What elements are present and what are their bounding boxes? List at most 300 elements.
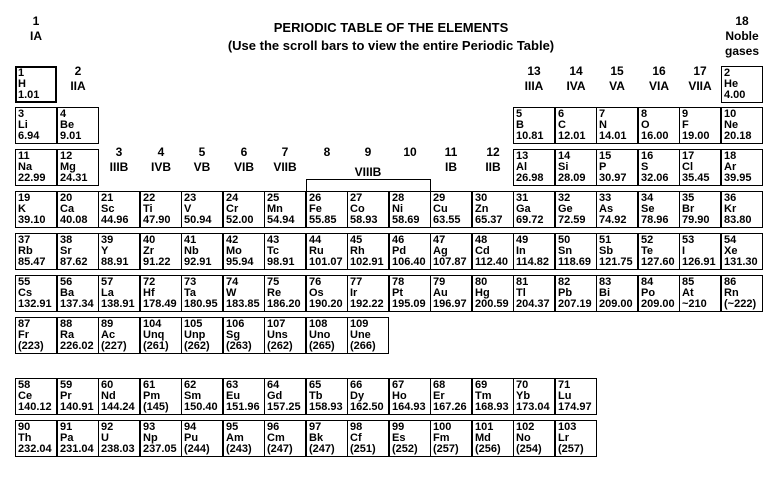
element-symbol: Ag: [433, 245, 448, 257]
element-symbol: Al: [516, 161, 527, 173]
element-symbol: Zn: [475, 203, 489, 215]
element-lu: [555, 378, 597, 415]
atomic-number: 98: [350, 421, 363, 433]
element-rb: [15, 233, 57, 270]
element-symbol: Zr: [143, 245, 154, 257]
element-symbol: Ar: [724, 161, 737, 173]
element-cm: [264, 420, 306, 457]
element-ru: [306, 233, 348, 270]
element-symbol: Y: [101, 245, 109, 257]
atomic-mass: (263): [226, 340, 252, 352]
atomic-number: 40: [143, 234, 156, 246]
element-symbol: Ra: [60, 329, 75, 341]
element-symbol: Pu: [184, 432, 199, 444]
group-label-16: [638, 64, 680, 94]
element-symbol: Ba: [60, 287, 75, 299]
atomic-number: 9: [682, 108, 689, 120]
atomic-mass: 190.20: [309, 298, 343, 310]
atomic-mass: 1.01: [18, 89, 40, 101]
atomic-mass: 126.91: [682, 256, 716, 268]
atomic-number: 16: [641, 150, 654, 162]
element-symbol: Unq: [143, 329, 165, 341]
atomic-mass: 150.40: [184, 401, 218, 413]
atomic-mass: 69.72: [516, 214, 544, 226]
atomic-number: 74: [226, 276, 239, 288]
element-symbol: I: [682, 245, 686, 257]
group-roman: VIIIB: [354, 165, 382, 179]
element-symbol: Se: [641, 203, 655, 215]
atomic-number: 88: [60, 318, 73, 330]
group-roman: IB: [445, 160, 457, 174]
group-label-9: [347, 145, 389, 180]
atomic-mass: 22.99: [18, 172, 46, 184]
element-mo: [223, 233, 265, 270]
element-symbol: La: [101, 287, 114, 299]
atomic-number: 60: [101, 379, 114, 391]
atomic-number: 86: [724, 276, 737, 288]
atomic-mass: 144.24: [101, 401, 135, 413]
atomic-mass: 132.91: [18, 298, 52, 310]
atomic-mass: 107.87: [433, 256, 467, 268]
atomic-number: 83: [599, 276, 612, 288]
atomic-number: 7: [599, 108, 606, 120]
atomic-mass: 92.91: [184, 256, 212, 268]
element-symbol: Xe: [724, 245, 738, 257]
page-title: PERIODIC TABLE OF THE ELEMENTS: [273, 20, 509, 35]
element-symbol: Te: [641, 245, 654, 257]
atomic-number: 84: [641, 276, 654, 288]
group-number: 2: [74, 64, 82, 78]
element-ti: [140, 191, 182, 228]
atomic-mass: 30.97: [599, 172, 627, 184]
element-symbol: Pd: [392, 245, 407, 257]
atomic-mass: (251): [350, 443, 376, 455]
element-symbol: Tm: [475, 390, 492, 402]
atomic-number: 43: [267, 234, 280, 246]
element-sr: [57, 233, 99, 270]
atomic-mass: 39.95: [724, 172, 752, 184]
atomic-number: 23: [184, 192, 197, 204]
atomic-number: 11: [18, 150, 30, 162]
atomic-number: 47: [433, 234, 446, 246]
atomic-number: 42: [226, 234, 239, 246]
atomic-number: 41: [184, 234, 197, 246]
atomic-number: 85: [682, 276, 695, 288]
element-symbol: C: [558, 119, 566, 131]
element-symbol: Nd: [101, 390, 116, 402]
atomic-number: 95: [226, 421, 239, 433]
atomic-number: 93: [143, 421, 156, 433]
group-roman: VB: [193, 160, 211, 174]
atomic-mass: 138.91: [101, 298, 135, 310]
atomic-number: 33: [599, 192, 612, 204]
atomic-mass: 85.47: [18, 256, 46, 268]
element-nd: [98, 378, 140, 415]
element-pu: [181, 420, 223, 457]
element-mn: [264, 191, 306, 228]
atomic-number: 46: [392, 234, 405, 246]
element-symbol: Tl: [516, 287, 526, 299]
element-pm: [140, 378, 182, 415]
atomic-number: 80: [475, 276, 488, 288]
atomic-mass: (266): [350, 340, 376, 352]
atomic-mass: 88.91: [101, 256, 129, 268]
atomic-mass: 98.91: [267, 256, 295, 268]
atomic-mass: (145): [143, 401, 169, 413]
atomic-mass: 178.49: [143, 298, 177, 310]
group-roman: IIB: [485, 160, 501, 174]
group-number: 5: [198, 145, 206, 159]
atomic-mass: 28.09: [558, 172, 586, 184]
element-symbol: Be: [60, 119, 75, 131]
element-md: [472, 420, 514, 457]
atomic-number: 55: [18, 276, 31, 288]
element-hf: [140, 275, 182, 312]
element-as: [596, 191, 638, 228]
atomic-number: 19: [18, 192, 31, 204]
atomic-mass: (257): [433, 443, 459, 455]
element-symbol: Rh: [350, 245, 365, 257]
atomic-number: 94: [184, 421, 197, 433]
group-number: 18: [735, 14, 749, 28]
element-symbol: W: [226, 287, 237, 299]
atomic-number: 39: [101, 234, 114, 246]
atomic-mass: 173.04: [516, 401, 550, 413]
element-ca: [57, 191, 99, 228]
element-symbol: Dy: [350, 390, 365, 402]
element-th: [15, 420, 57, 457]
element-symbol: Os: [309, 287, 324, 299]
element-ba: [57, 275, 99, 312]
group-label-8: [306, 145, 348, 160]
atomic-number: 20: [60, 192, 73, 204]
element-cl: [679, 149, 721, 186]
element-symbol: Pt: [392, 287, 403, 299]
element-symbol: As: [599, 203, 614, 215]
atomic-mass: 180.95: [184, 298, 218, 310]
element-s: [638, 149, 680, 186]
element-symbol: In: [516, 245, 526, 257]
element-bi: [596, 275, 638, 312]
atomic-mass: 14.01: [599, 130, 627, 142]
element-symbol: Hf: [143, 287, 155, 299]
atomic-number: 5: [516, 108, 523, 120]
atomic-number: 38: [60, 234, 73, 246]
element-ra: [57, 317, 99, 354]
element-rn: [721, 275, 763, 312]
element-symbol: Cd: [475, 245, 490, 257]
element-symbol: K: [18, 203, 26, 215]
atomic-number: 106: [226, 318, 245, 330]
element-symbol: Gd: [267, 390, 283, 402]
element-symbol: Ac: [101, 329, 116, 341]
element-symbol: Rn: [724, 287, 739, 299]
element-c: [555, 107, 597, 144]
element-sg: [223, 317, 265, 354]
group-number: 11: [444, 145, 458, 159]
group-label-1: [15, 14, 57, 44]
atomic-number: 69: [475, 379, 488, 391]
atomic-mass: ~210: [682, 298, 707, 310]
element-xe: [721, 233, 763, 270]
atomic-mass: 238.03: [101, 443, 135, 455]
group-label-18: [721, 14, 763, 59]
atomic-mass: 204.37: [516, 298, 550, 310]
atomic-mass: 127.60: [641, 256, 675, 268]
group-label-3: [98, 145, 140, 175]
element-la: [98, 275, 140, 312]
element-ce: [15, 378, 57, 415]
atomic-mass: 65.37: [475, 214, 503, 226]
atomic-mass: 20.18: [724, 130, 752, 142]
atomic-mass: 91.22: [143, 256, 171, 268]
element-pa: [57, 420, 99, 457]
group-label-14: [555, 64, 597, 94]
atomic-number: 100: [433, 421, 452, 433]
atomic-number: 67: [392, 379, 405, 391]
atomic-number: 29: [433, 192, 446, 204]
element-symbol: Yb: [516, 390, 531, 402]
element-symbol: N: [599, 119, 607, 131]
element-symbol: V: [184, 203, 192, 215]
element-na: [15, 149, 57, 186]
element-symbol: Cl: [682, 161, 693, 173]
group-roman: IA: [30, 29, 42, 43]
atomic-mass: 54.94: [267, 214, 295, 226]
atomic-mass: 32.06: [641, 172, 669, 184]
element-au: [430, 275, 472, 312]
element-zn: [472, 191, 514, 228]
element-symbol: Cf: [350, 432, 362, 444]
atomic-mass: 63.55: [433, 214, 461, 226]
atomic-number: 73: [184, 276, 197, 288]
element-symbol: Mg: [60, 161, 76, 173]
atomic-mass: 168.93: [475, 401, 509, 413]
group-number: 16: [652, 64, 666, 78]
atomic-mass: 192.22: [350, 298, 384, 310]
element-w: [223, 275, 265, 312]
group-number: 15: [610, 64, 624, 78]
element-symbol: Une: [350, 329, 371, 341]
group-roman: VA: [609, 79, 625, 93]
atomic-mass: 44.96: [101, 214, 129, 226]
element-tc: [264, 233, 306, 270]
atomic-mass: (243): [226, 443, 252, 455]
element-symbol: Br: [682, 203, 695, 215]
atomic-mass: 35.45: [682, 172, 710, 184]
element-hg: [472, 275, 514, 312]
element-symbol: Sg: [226, 329, 241, 341]
atomic-number: 12: [60, 150, 73, 162]
atomic-mass: (247): [309, 443, 335, 455]
element-symbol: Mn: [267, 203, 283, 215]
atomic-number: 2: [724, 67, 731, 79]
element-no: [513, 420, 555, 457]
atomic-mass: 200.59: [475, 298, 509, 310]
element-si: [555, 149, 597, 186]
atomic-number: 90: [18, 421, 31, 433]
element-pr: [57, 378, 99, 415]
element-symbol: Np: [143, 432, 158, 444]
atomic-number: 59: [60, 379, 73, 391]
group-label-2: [57, 64, 99, 94]
element-symbol: Pm: [143, 390, 161, 402]
page-subtitle: (Use the scroll bars to view the entire Periodic Table): [227, 38, 555, 53]
element-h: [15, 66, 57, 103]
atomic-mass: (257): [558, 443, 584, 455]
element-symbol: Li: [18, 119, 28, 131]
atomic-mass: 140.91: [60, 401, 94, 413]
element-b: [513, 107, 555, 144]
atomic-mass: 183.85: [226, 298, 260, 310]
group-number: 8: [323, 145, 331, 159]
atomic-mass: 55.85: [309, 214, 337, 226]
element-symbol: Cs: [18, 287, 33, 299]
element-unp: [181, 317, 223, 354]
atomic-mass: 52.00: [226, 214, 254, 226]
atomic-mass: 72.59: [558, 214, 586, 226]
atomic-number: 89: [101, 318, 114, 330]
atomic-mass: 232.04: [18, 443, 52, 455]
element-eu: [223, 378, 265, 415]
element-p: [596, 149, 638, 186]
element-symbol: Rb: [18, 245, 33, 257]
atomic-mass: 186.20: [267, 298, 301, 310]
atomic-number: 78: [392, 276, 405, 288]
group-roman: Noble: [725, 29, 759, 43]
element-te: [638, 233, 680, 270]
element-in: [513, 233, 555, 270]
element-symbol: Bk: [309, 432, 324, 444]
atomic-mass: 40.08: [60, 214, 88, 226]
element-symbol: Pr: [60, 390, 72, 402]
element-symbol: Nb: [184, 245, 199, 257]
element-o: [638, 107, 680, 144]
atomic-mass: (262): [267, 340, 293, 352]
element-tl: [513, 275, 555, 312]
element-fm: [430, 420, 472, 457]
element-u: [98, 420, 140, 457]
element-symbol: Bi: [599, 287, 610, 299]
element-ar: [721, 149, 763, 186]
element-symbol: Th: [18, 432, 32, 444]
atomic-mass: (262): [184, 340, 210, 352]
element-sm: [181, 378, 223, 415]
atomic-mass: 6.94: [18, 130, 40, 142]
atomic-mass: 151.96: [226, 401, 260, 413]
atomic-mass: 58.93: [350, 214, 378, 226]
atomic-mass: 101.07: [309, 256, 343, 268]
atomic-number: 44: [309, 234, 322, 246]
atomic-number: 57: [101, 276, 114, 288]
atomic-mass: 24.31: [60, 172, 88, 184]
atomic-number: 27: [350, 192, 363, 204]
atomic-number: 35: [682, 192, 695, 204]
group-roman: IIIA: [524, 79, 544, 93]
group-roman: gases: [724, 44, 760, 58]
group-label-4: [140, 145, 182, 175]
atomic-mass: 162.50: [350, 401, 384, 413]
atomic-number: 6: [558, 108, 565, 120]
element-yb: [513, 378, 555, 415]
atomic-mass: (~222): [724, 298, 757, 310]
atomic-mass: 167.26: [433, 401, 467, 413]
group-number: 14: [569, 64, 583, 78]
element-symbol: Unp: [184, 329, 206, 341]
atomic-number: 75: [267, 276, 280, 288]
element-symbol: Ni: [392, 203, 403, 215]
atomic-number: 77: [350, 276, 363, 288]
group-number: 6: [240, 145, 248, 159]
element-symbol: Ce: [18, 390, 33, 402]
atomic-mass: 95.94: [226, 256, 254, 268]
element-symbol: Fe: [309, 203, 322, 215]
atomic-number: 70: [516, 379, 529, 391]
group-number: 1: [32, 14, 40, 28]
atomic-number: 10: [724, 108, 737, 120]
element-sn: [555, 233, 597, 270]
group-number: 9: [364, 145, 372, 159]
atomic-number: 32: [558, 192, 571, 204]
atomic-number: 21: [101, 192, 114, 204]
atomic-mass: 39.10: [18, 214, 46, 226]
group-number: 12: [486, 145, 500, 159]
group-number: 17: [693, 64, 707, 78]
element-ne: [721, 107, 763, 144]
element-lr: [555, 420, 597, 457]
element-np: [140, 420, 182, 457]
group-label-7: [264, 145, 306, 175]
atomic-number: 18: [724, 150, 737, 162]
element-symbol: S: [641, 161, 649, 173]
element-bk: [306, 420, 348, 457]
atomic-number: 30: [475, 192, 488, 204]
element-cd: [472, 233, 514, 270]
atomic-number: 101: [475, 421, 494, 433]
atomic-number: 54: [724, 234, 737, 246]
group-label-12: [472, 145, 514, 175]
group-label-6: [223, 145, 265, 175]
element-ga: [513, 191, 555, 228]
atomic-mass: 58.69: [392, 214, 420, 226]
atomic-mass: (254): [516, 443, 542, 455]
element-dy: [347, 378, 389, 415]
element-cf: [347, 420, 389, 457]
element-cr: [223, 191, 265, 228]
element-symbol: Pa: [60, 432, 74, 444]
atomic-mass: 9.01: [60, 130, 82, 142]
element-symbol: Pb: [558, 287, 573, 299]
group-label-13: [513, 64, 555, 94]
element-tm: [472, 378, 514, 415]
atomic-number: 56: [60, 276, 73, 288]
group-roman: IVA: [566, 79, 586, 93]
element-rh: [347, 233, 389, 270]
atomic-mass: (261): [143, 340, 169, 352]
element-symbol: Ru: [309, 245, 324, 257]
atomic-mass: 196.97: [433, 298, 467, 310]
group-number: 7: [281, 145, 289, 159]
element-es: [389, 420, 431, 457]
atomic-mass: 26.98: [516, 172, 544, 184]
atomic-number: 79: [433, 276, 446, 288]
atomic-number: 17: [682, 150, 695, 162]
element-symbol: Fr: [18, 329, 29, 341]
element-cs: [15, 275, 57, 312]
element-symbol: Ti: [143, 203, 153, 215]
element-nb: [181, 233, 223, 270]
atomic-number: 49: [516, 234, 529, 246]
